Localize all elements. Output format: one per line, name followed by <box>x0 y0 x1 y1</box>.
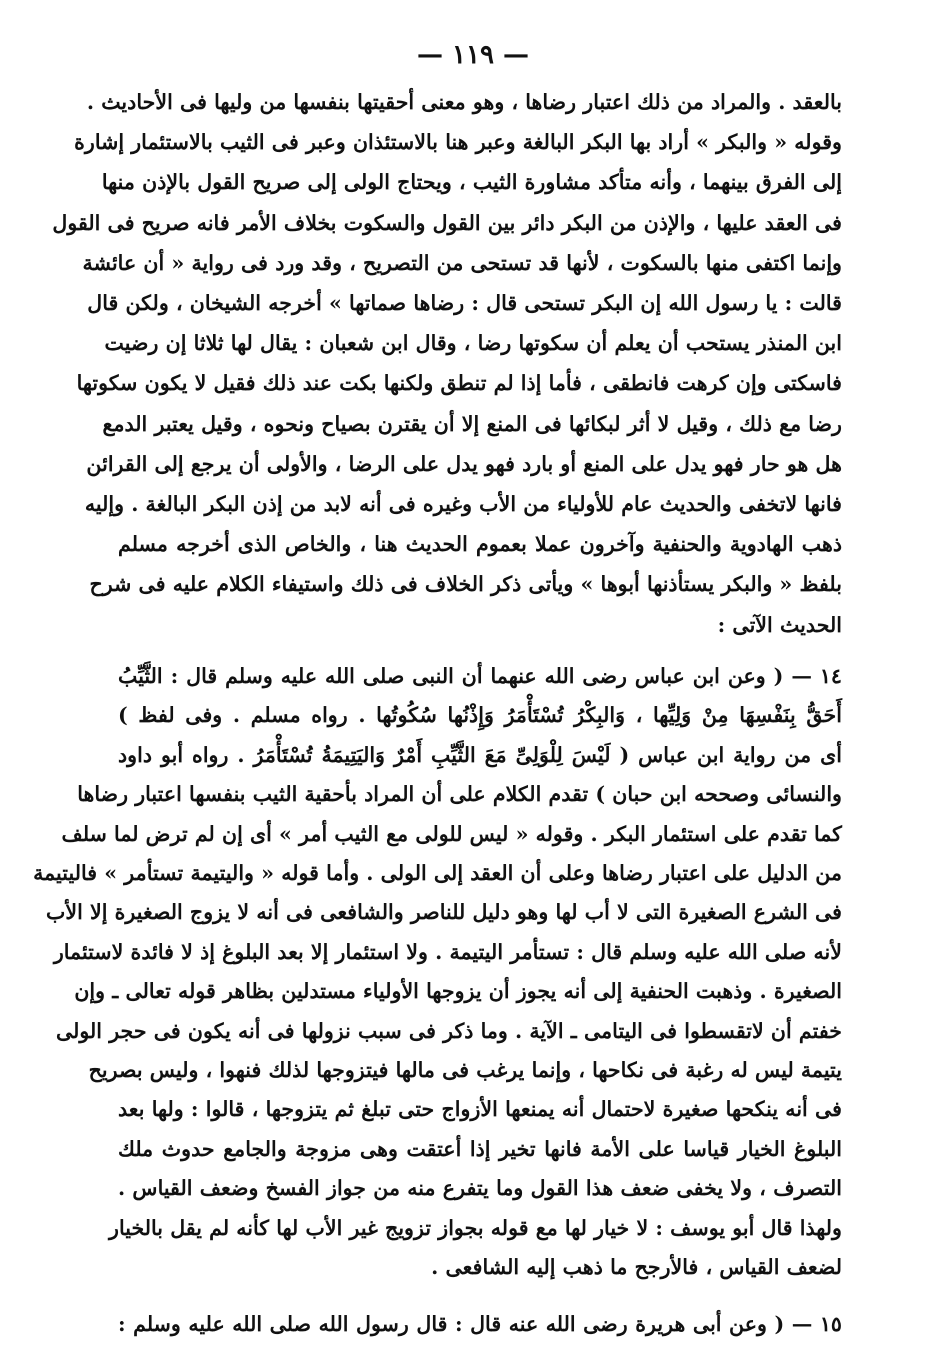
text-line: البلوغ الخيار قياسا على الأمة فانها تخير إذا أعتقت وهى مزوجة والجامع حدوث ملك <box>118 1136 842 1161</box>
text-line: التصرف ، ولا يخفى ضعف هذا القول وما يتفرع منه من جواز الفسخ وضعف القياس . <box>118 1176 842 1201</box>
text-line: والنسائى وصححه ابن حبان ) تقدم الكلام على أن المراد بأحقية الثيب بنفسها اعتبار رضاها <box>77 782 842 807</box>
text-line: وقوله « والبكر » أراد بها البكر البالغة وعبر هنا بالاستئذان وعبر فى الثيب بالاستئمار إشارة <box>74 130 842 155</box>
page-number: — ١١٩ — <box>416 40 530 70</box>
text-line: أى من رواية ابن عباس ( لَيْسَ لِلْوَلِىِّ مَعَ الثَّيِّبِ أَمْرٌ وَاليَتِيمَةُ تُسْتَأْمَرُ . رواه أبو داود <box>118 742 842 767</box>
text-line: رضا مع ذلك ، وقيل لا أثر لبكائها فى المنع إلا أن يقترن بصياح ونحوه ، وقيل يعتبر الدمع <box>102 411 842 436</box>
text-line: الصغيرة . وذهبت الحنفية إلى أنه يجوز أن يزوجها الأولياء مستدلين بظاهر قوله تعالى ـ وإن <box>74 979 842 1004</box>
commentary-paragraph <box>52 82 842 645</box>
text-line: يتيمة ليس له رغبة فى نكاحها ، وإنما يرغب فى مالها فيتزوجها لذلك فنهوا ، وليس بصريح <box>88 1058 842 1083</box>
text-line: بالعقد . والمراد من ذلك اعتبار رضاها ، وهو معنى أحقيتها بنفسها من وليها فى الأحاديث . <box>86 90 842 114</box>
text-line: ابن المنذر يستحب أن يعلم أن سكوتها رضا ، وقال ابن شعبان : يقال لها ثلاثا إن رضيت <box>104 331 842 356</box>
hadith-14-paragraph <box>33 657 842 1288</box>
text-line: الحديث الآتى : <box>717 612 842 637</box>
hadith-15-paragraph <box>118 1304 842 1344</box>
text-line: أَحَقُّ بِنَفْسِهَا مِنْ وَلِيِّها ، وَالبِكْرُ تُسْتَأْمَرُ وَإِذْنُها سُكُوتُها . رواه مسلم . وفى لفظ ) <box>118 703 842 728</box>
text-line: فى العقد عليها ، والإذن من البكر دائر بين القول والسكوت بخلاف الأمر فانه صريح فى القول <box>52 210 842 235</box>
text-line: ١٤ — ( وعن ابن عباس رضى الله عنهما أن النبى صلى الله عليه وسلم قال : الثَّيِّبُ <box>118 664 842 688</box>
text-line: هل هو حار فهو يدل على المنع أو بارد فهو يدل على الرضا ، والأولى أن يرجع إلى القرائن <box>86 451 842 476</box>
text-line: من الدليل على اعتبار رضاها وعلى أن العقد إلى الولى . وأما قوله « واليتيمة تستأمر » فاليتيمة <box>33 861 842 886</box>
text-line: ذهب الهادوية والحنفية وآخرون عملا بعموم الحديث هنا ، والخاص الذى أخرجه مسلم <box>118 532 842 557</box>
text-line: فى الشرع الصغيرة التى لا أب لها وهو دليل للناصر والشافعى فى أنه لا يزوج الصغيرة إلا الأب <box>45 900 842 925</box>
text-line: قالت : يا رسول الله إن البكر تستحى قال : رضاها صماتها » أخرجه الشيخان ، ولكن قال <box>87 291 842 316</box>
text-line: فانها لاتخفى والحديث عام للأولياء من الأب وغيره فى أنه لابد من إذن البكر البالغة . وإليه <box>84 492 842 517</box>
text-line: فاسكتى وإن كرهت فانطقى ، فأما إذا لم تنطق ولكنها بكت عند ذلك فقيل لا يكون سكوتها <box>76 371 842 396</box>
text-line: فى أنه ينكحها صغيرة لاحتمال أنه يمنعها الأزواج حتى تبلغ ثم يتزوجها ، قالوا : ولها بعد <box>118 1097 842 1122</box>
text-line: خفتم أن لاتقسطوا فى اليتامى ـ الآية . وما ذكر فى سبب نزولها فى أنه يكون فى حجر الولى <box>55 1018 842 1043</box>
text-line: ولهذا قال أبو يوسف : لا خيار لها مع قوله بجواز تزويج غير الأب لها كأنه لم يقل بالخيار <box>109 1215 842 1240</box>
text-line: بلفظ « والبكر يستأذنها أبوها » ويأتى ذكر الخلاف فى ذلك واستيفاء الكلام عليه فى شرح <box>89 572 842 597</box>
text-line: لأنه صلى الله عليه وسلم قال : تستأمر اليتيمة . ولا استئمار إلا بعد البلوغ إذ لا فائدة لاستئمار <box>53 939 842 964</box>
text-line: ١٥ — ( وعن أبى هريرة رضى الله عنه قال : قال رسول الله صلى الله عليه وسلم : <box>118 1312 842 1336</box>
text-line: إلى الفرق بينهما ، وأنه متأكد مشاورة الثيب ، ويحتاج الولى إلى صريح القول بالإذن منها <box>101 170 842 195</box>
text-line: لضعف القياس ، فالأرجح ما ذهب إليه الشافعى . <box>431 1255 842 1280</box>
text-line: كما تقدم على استئمار البكر . وقوله « ليس للولى مع الثيب أمر » أى إن لم ترض لما سلف <box>61 821 842 846</box>
text-line: وإنما اكتفى منها بالسكوت ، لأنها قد تستحى من التصريح ، وقد ورد فى رواية « أن عائشة <box>82 250 842 275</box>
